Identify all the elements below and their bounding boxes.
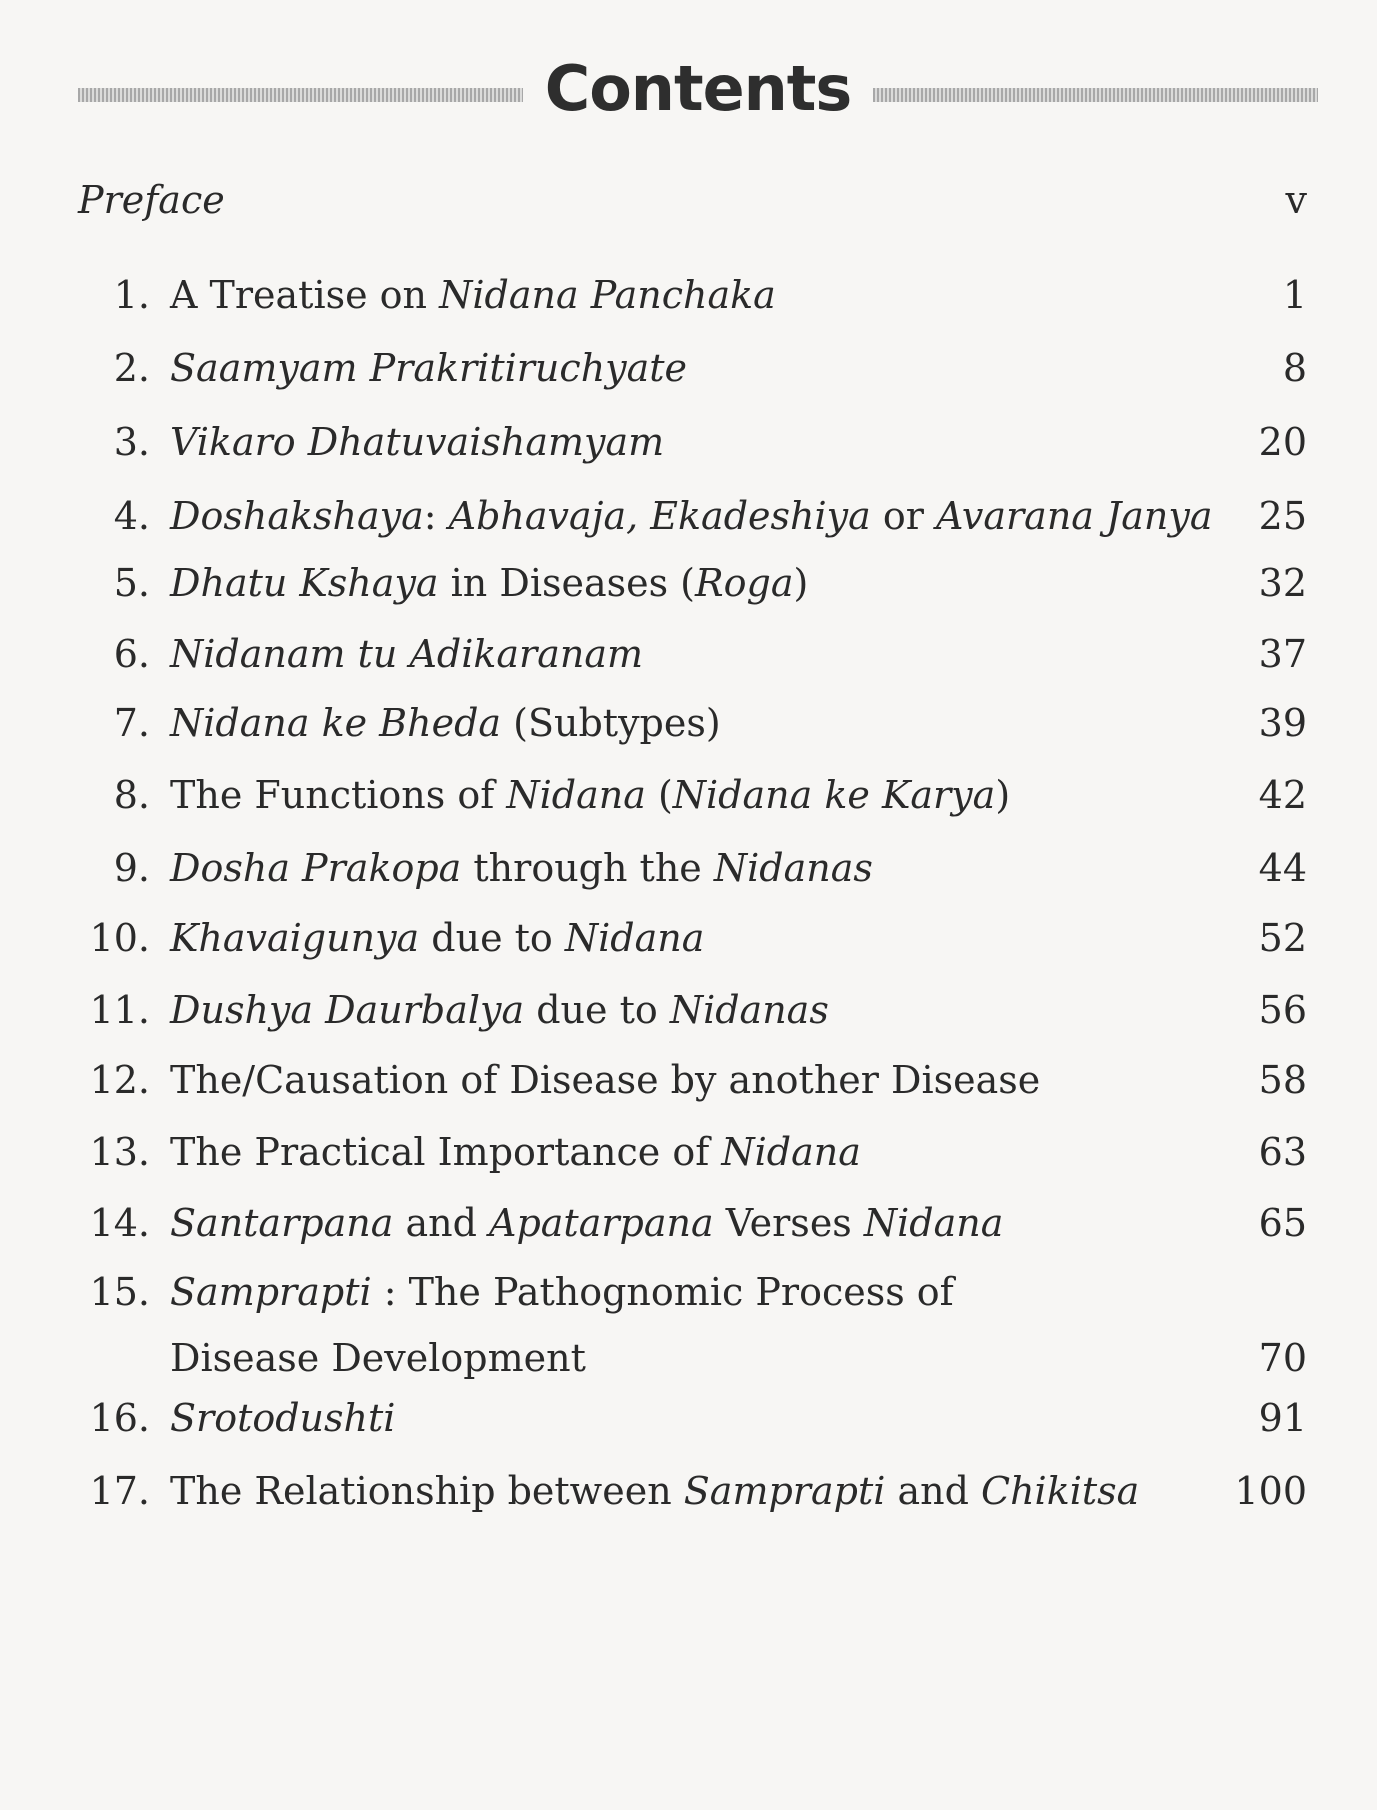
entry-title [170,1050,1040,1110]
entry-title-part: Nidana [506,773,646,817]
entry-title-part: Nidana Panchaka [439,273,776,317]
entry-page-number: 32 [1258,561,1307,605]
entry-title-part: Samprapti [170,1270,372,1314]
entry-title [170,486,1213,546]
entry-page-number: 25 [1258,494,1307,538]
entry-title-part: or [870,494,936,538]
entry-number: 6. [113,632,150,676]
entry-number: 9. [113,846,150,890]
entry-page-number: 44 [1258,846,1307,890]
entry-title [170,1262,954,1322]
toc-entry [0,486,1377,546]
entry-title-part: Apatarpana [489,1201,714,1245]
entry-page-number: 100 [1234,1469,1307,1513]
entry-title-part: Chikitsa [981,1469,1140,1513]
entry-title-part: (Subtypes) [501,701,721,745]
entry-title-part: The Functions of [170,773,507,817]
toc-entry [0,338,1377,398]
entry-page-number: 70 [1258,1336,1307,1380]
toc-entry [0,1050,1377,1110]
entry-title-part: The Practical Importance of [170,1130,722,1174]
entry-title-part: and [393,1201,489,1245]
entry-page-number: 8 [1282,346,1307,390]
entry-title [170,1122,861,1182]
entry-number: 1. [113,273,150,317]
toc-entry [0,765,1377,825]
toc-entry [0,553,1377,613]
entry-number: 2. [113,346,150,390]
entry-title-part: Dhatu Kshaya [170,561,439,605]
entry-title-part: Nidana ke Karya [672,773,996,817]
entry-number: 8. [113,773,150,817]
entry-title-part: in Diseases ( [438,561,696,605]
entry-number: 17. [89,1469,150,1513]
entry-number: 3. [113,420,150,464]
entry-title [170,838,873,898]
right-rule [873,88,1318,102]
entry-title-continuation: Disease Development [170,1336,586,1380]
toc-entry [0,624,1377,684]
entry-title-part: ) [995,773,1011,817]
entry-title-part: due to [524,988,670,1032]
entry-number: 4. [113,494,150,538]
toc-entry [0,980,1377,1040]
entry-title [170,980,829,1040]
entry-title-part: ) [793,561,809,605]
entry-title-part: Abhavaja, Ekadeshiya [448,494,871,538]
entry-title-part: Vikaro Dhatuvaishamyam [170,420,665,464]
entry-title-part: Santarpana [170,1201,394,1245]
entry-page-number: 39 [1258,701,1307,745]
entry-number: 14. [89,1201,150,1245]
entry-number: 15. [89,1270,150,1314]
entry-number: 5. [113,561,150,605]
entry-title-part: Nidana [721,1130,861,1174]
entry-number: 13. [89,1130,150,1174]
entry-title-part: Nidana ke Bheda [170,701,502,745]
entry-title-part: Khavaigunya [170,916,420,960]
entry-page-number: 63 [1258,1130,1307,1174]
entry-title-part: and [885,1469,981,1513]
entry-title-part: Samprapti [683,1469,886,1513]
toc-entry [0,265,1377,325]
entry-title-part: : The Pathognomic Process of [371,1270,954,1314]
entry-page-number: 58 [1258,1058,1307,1102]
preface-page: v [1285,178,1307,222]
entry-page-number: 1 [1282,273,1307,317]
entry-title [170,265,776,325]
entry-title [170,908,704,968]
entry-title-part: A Treatise on [170,273,440,317]
toc-entry [0,693,1377,753]
heading-row [78,48,1318,128]
toc-entry [0,908,1377,968]
entry-page-number: 91 [1258,1396,1307,1440]
toc-entry [0,1122,1377,1182]
entry-title-part: Avarana Janya [935,494,1213,538]
entry-title [170,1193,1003,1253]
entry-page-number: 65 [1258,1201,1307,1245]
entry-title-part: Roga [695,561,794,605]
preface-label: Preface [78,178,225,222]
entry-page-number: 37 [1258,632,1307,676]
entry-page-number: 56 [1258,988,1307,1032]
entry-number: 7. [113,701,150,745]
entry-title [170,412,664,472]
entry-title-part: Srotodushti [170,1396,396,1440]
entry-title-part: Nidana [564,916,705,960]
entry-page-number: 20 [1258,420,1307,464]
entry-title-part: Saamyam Prakritiruchyate [170,346,688,390]
entry-title-part: Verses [713,1201,864,1245]
toc-entry [0,1262,1377,1380]
entry-title-part: Nidana [863,1201,1004,1245]
entry-title [170,1388,395,1448]
toc-entry [0,838,1377,898]
toc-entry [0,1461,1377,1521]
entry-title [170,765,1010,825]
entry-title-part: The/Causation of Disease by another Disease [170,1058,1041,1102]
left-rule [78,88,523,102]
entry-title [170,693,721,753]
toc-entry [0,1193,1377,1253]
entry-title [170,338,687,398]
entry-title-part: Nidanas [669,988,829,1032]
entry-title-part: Dushya Daurbalya [170,988,525,1032]
entry-title [170,624,643,684]
preface-entry [0,170,1377,230]
entry-number: 16. [89,1396,150,1440]
entry-title-part: : [423,494,449,538]
entry-title [170,1461,1139,1521]
entry-title-part: Doshakshaya [170,494,424,538]
entry-number: 11. [89,988,150,1032]
entry-number: 12. [89,1058,150,1102]
entry-title-part: due to [419,916,565,960]
entry-title-part: ( [645,773,673,817]
entry-title-part: Nidanam tu Adikaranam [170,632,644,676]
entry-page-number: 52 [1258,916,1307,960]
entry-title [170,553,808,613]
entry-title-part: through the [461,846,714,890]
entry-title-part: The Relationship between [170,1469,684,1513]
toc-entry [0,1388,1377,1448]
toc-entry [0,412,1377,472]
entry-page-number: 42 [1258,773,1307,817]
page-title: Contents [544,51,852,125]
entry-number: 10. [89,916,150,960]
entry-title-part: Dosha Prakopa [170,846,462,890]
entry-title-part: Nidanas [713,846,873,890]
